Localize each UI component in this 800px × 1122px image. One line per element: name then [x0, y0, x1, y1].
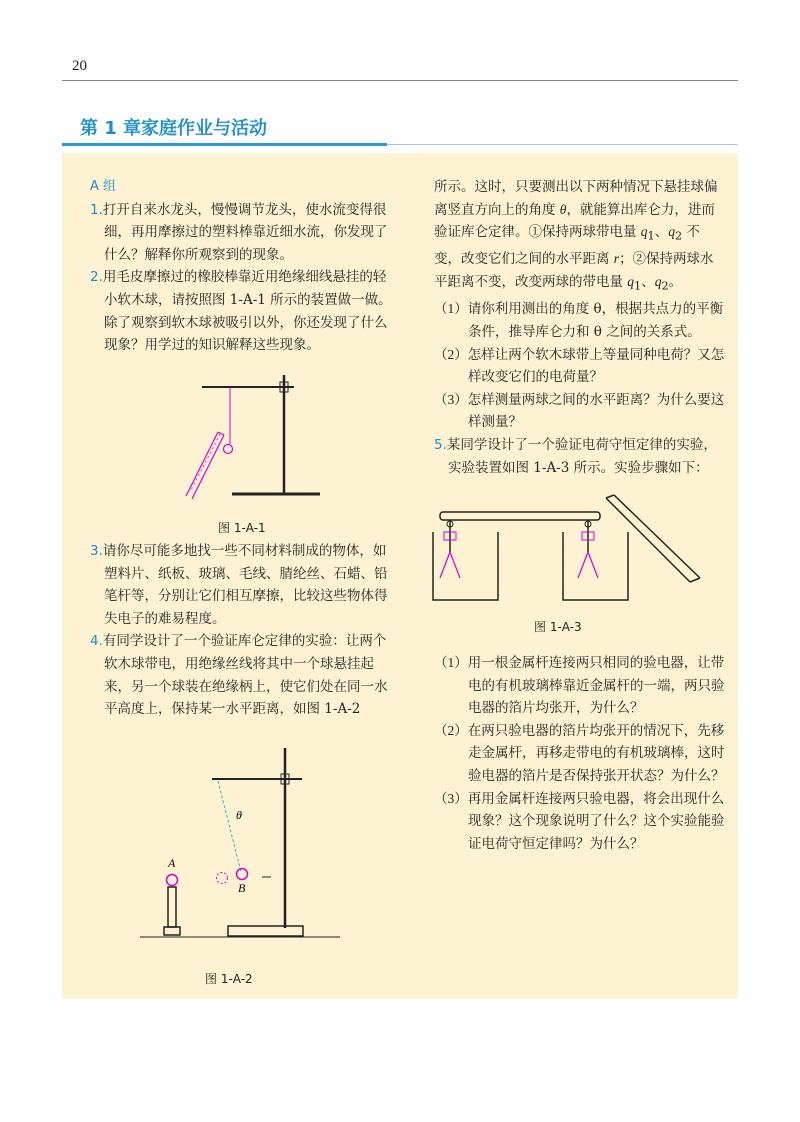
insulating-handle	[168, 887, 176, 927]
electroscope-right-leaf-2	[588, 552, 598, 578]
figure-1-a-3	[428, 490, 718, 610]
figure-1-a-3-caption: 图 1-A-3	[534, 620, 582, 634]
question-number: 4.	[90, 633, 103, 650]
question-5	[434, 434, 726, 479]
question-1	[90, 199, 395, 267]
question-number: 1.	[90, 201, 103, 218]
electroscope-left-jar	[433, 532, 498, 600]
rod-tip	[218, 432, 224, 435]
question-5-sub-1: （1）用一根金属杆连接两只相同的验电器，让带电的有机玻璃棒靠近金属杆的一端，两只验电器的箔片均张开，为什么？	[434, 655, 725, 717]
question-text: 请你尽可能多地找一些不同材料制成的物体，如塑料片、纸板、玻璃、毛线、腈纶丝、石蜡、铅笔杆等，分别让它们相互摩擦，比较这些物体得失电子的难易程度。	[102, 543, 388, 627]
label-b: B	[238, 881, 246, 895]
figure-1-a-2-caption: 图 1-A-2	[205, 972, 253, 986]
question-text: 用毛皮摩擦过的橡胶棒靠近用绝缘细线悬挂的轻小软木球，请按照图 1-A-1 所示的装置做一做。除了观察到软木球被吸引以外，你还发现了什么现象？用学过的知识解释这些现象。	[102, 269, 392, 354]
cork-ball	[224, 445, 233, 454]
ball-a	[167, 875, 178, 886]
glass-rod-end	[690, 578, 700, 582]
stand-base	[228, 926, 303, 936]
chapter-title: 第 1 章家庭作业与活动	[80, 118, 268, 139]
ball-b-ghost	[217, 873, 228, 884]
question-4	[90, 630, 395, 720]
question-4-continuation: 所示。这时，只要测出以下两种情况下悬挂球偏离竖直方向上的角度 θ，就能算出库仑力，进而验证库仑定律。①保持两球带电量 $q_1$、$q_2$ 不变，改变它们之间的水平距离 r；②保持两球水平距离不变，改变两球的带电量 $q_1$、$q_2$。	[434, 179, 718, 293]
handle-base	[164, 927, 180, 935]
group-label: A 组	[90, 179, 117, 194]
question-text: 某同学设计了一个验证电荷守恒定律的实验，实验装置如图 1-A-3 所示。实验步骤如下：	[446, 436, 717, 476]
label-a: A	[168, 856, 176, 870]
right-column-bottom	[434, 652, 726, 855]
question-number: 5.	[434, 436, 447, 453]
glass-rod-edge-1	[606, 498, 690, 582]
question-4-sub-3: （3）怎样测量两球之间的水平距离？为什么要这样测量？	[434, 391, 725, 431]
question-text: 打开自来水龙头，慢慢调节龙头，使水流变得很细，再用摩擦过的塑料棒靠近细水流，你发现了什么？解释你所观察到的现象。	[102, 201, 388, 263]
question-3	[90, 540, 395, 630]
electroscope-right-jar	[563, 532, 628, 600]
electroscope-right-leaf-1	[578, 552, 588, 578]
right-column	[434, 176, 726, 479]
question-5-sub-2: （2）在两只验电器的箔片均张开的情况下，先移走金属杆，再移走带电的有机玻璃棒，这时验电器的箔片是否保持张开状态？为什么？	[434, 722, 725, 784]
figure-1-a-1	[170, 370, 330, 510]
question-4-sub-1: （1）请你利用测出的角度 θ，根据共点力的平衡条件，推导库仑力和 θ 之间的关系式。	[434, 301, 724, 340]
question-number: 2.	[90, 269, 103, 286]
question-4-sub-2: （2）怎样让两个软木球带上等量同种电荷？又怎样改变它们的电荷量？	[434, 346, 725, 386]
page-number: 20	[72, 58, 87, 74]
glass-rod-tip	[606, 495, 614, 498]
glass-rod-edge-2	[614, 495, 700, 578]
electroscope-left-leaf-2	[450, 552, 460, 578]
metal-rod	[440, 512, 600, 520]
rod-texture	[190, 434, 220, 492]
rod-edge-2	[192, 435, 224, 499]
question-number: 3.	[90, 543, 103, 559]
thread	[218, 781, 241, 872]
question-5-sub-3: （3）再用金属杆连接两只验电器，将会出现什么现象？这个现象说明了什么？这个实验能验证电荷守恒定律吗？为什么？	[434, 790, 725, 852]
rod-edge-1	[186, 432, 218, 496]
question-2	[90, 266, 395, 356]
ball-b	[237, 869, 248, 880]
chapter-underline-thin	[387, 144, 738, 145]
chapter-underline	[62, 143, 387, 146]
electroscope-left-leaf-1	[440, 552, 450, 578]
figure-1-a-2	[140, 740, 340, 945]
left-column-middle	[90, 540, 395, 721]
header-rule	[62, 80, 738, 81]
left-column	[90, 176, 395, 357]
label-theta: θ	[236, 808, 242, 822]
question-text: 有同学设计了一个验证库仑定律的实验：让两个软木球带电，用绝缘丝线将其中一个球悬挂起来，另一个球装在绝缘柄上，使它们处在同一水平高度上，保持某一水平距离，如图 1-A-2	[102, 633, 388, 718]
figure-1-a-1-caption: 图 1-A-1	[218, 521, 266, 535]
